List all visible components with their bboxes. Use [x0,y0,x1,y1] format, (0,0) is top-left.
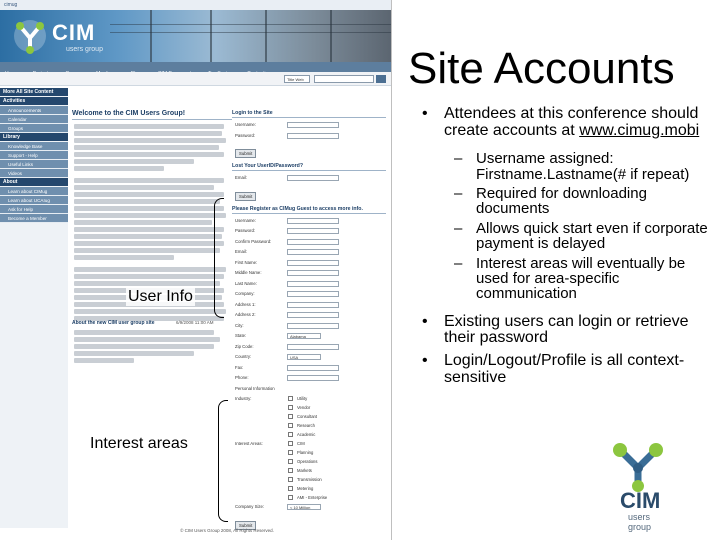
reg-row [232,227,386,238]
country-select[interactable]: USA [287,354,321,360]
cim-users-group-logo [606,440,670,532]
industry-option[interactable] [232,422,386,431]
personal-info-row [232,385,386,396]
option-label: Utility [297,396,308,401]
about-new-date: 6/9/2008 11:00 AM [176,320,214,325]
reg-zip-input[interactable] [287,344,339,350]
welcome-heading: Welcome to the CIM Users Group! [72,110,232,120]
interest-areas-callout: Interest areas [90,435,188,452]
checkbox[interactable] [288,468,293,473]
sub-bullet-text: Username assigned: Firstname.Lastname(# if repeat) [476,150,690,183]
reg-fax-input[interactable] [287,365,339,371]
sidebar-heading[interactable]: More All Site Content [0,88,68,96]
checkbox[interactable] [288,450,293,455]
dash-mark: – [454,219,463,237]
interest-option[interactable] [232,467,386,476]
reg-phone-input[interactable] [287,375,339,381]
option-label: Transmission [297,477,322,482]
welcome-paragraph [72,124,232,171]
reg-label: Phone: [235,375,249,380]
about-new-heading[interactable]: About the new CIM user group site [72,320,155,326]
reg-firstname-input[interactable] [287,260,339,266]
username-label: Username: [235,122,257,127]
tower-icon [265,10,267,62]
checkbox[interactable] [288,486,293,491]
lost-password-heading[interactable]: Lost Your UserID/Password? [232,163,386,171]
dash-mark: – [454,185,463,202]
bullet-dot: • [422,312,428,330]
sidebar-heading: About [0,178,68,186]
username-input[interactable] [287,122,339,128]
tower-icon [210,10,212,62]
checkbox[interactable] [288,441,293,446]
bullet-dot: • [422,352,428,370]
search-bar [0,72,392,86]
logo-text: CIM [52,20,96,45]
reg-row [232,217,386,228]
option-label: Planning [297,450,314,455]
tower-icon [330,10,332,62]
checkbox[interactable] [288,423,293,428]
login-heading: Login to the Site [232,110,386,118]
reg-city-input[interactable] [287,323,339,329]
lost-submit-button[interactable]: Submit [235,192,256,201]
bullet [418,314,718,347]
login-panel [232,110,386,535]
option-label: Consultant [297,414,318,419]
option-label: Markets [297,468,312,473]
reg-label: Confirm Password: [235,238,272,244]
reg-lastname-input[interactable] [287,281,339,287]
reg-row [232,259,386,270]
slide-bullets [418,106,718,398]
checkbox[interactable] [288,459,293,464]
interest-option[interactable] [232,476,386,485]
sidebar-item[interactable]: Learn about UCAIug [0,196,68,205]
reg-row [232,301,386,312]
sidebar-item[interactable]: Useful Links [0,160,68,169]
sub-bullet-text: Interest areas will eventually be used for area-specific communication [476,254,686,303]
sub-bullet [418,256,718,302]
scope-select[interactable]: Title Web [284,75,310,83]
reg-label: Last Name: [235,280,257,286]
sidebar-item[interactable]: Become a Member [0,214,68,223]
site-url: cimug [4,2,18,8]
interest-option[interactable] [232,440,386,449]
reg-row [232,374,386,385]
cim-logo-icon [12,18,48,54]
reg-row [232,322,386,333]
interest-option[interactable] [232,449,386,458]
reg-email-input[interactable] [287,249,339,255]
password-row [232,132,386,143]
register-submit-button[interactable]: Submit [235,521,256,530]
interest-option[interactable] [232,494,386,503]
sub-bullet [418,151,718,182]
reg-label: Zip Code: [235,343,254,349]
reg-label: Fax: [235,364,244,370]
sidebar-item[interactable]: Learn about CIMug [0,187,68,196]
option-label: Academic [297,432,316,437]
dash-mark: – [454,150,463,168]
sidebar-item[interactable]: Announcements [0,106,68,115]
logo-text: CIM [620,488,661,513]
search-input[interactable] [314,75,374,83]
reg-label: Address 1: [235,301,256,307]
reg-row [232,280,386,291]
option-label: CIM [297,441,305,446]
site-logo[interactable] [10,16,105,58]
username-row [232,121,386,132]
sidebar-item[interactable]: Groups [0,124,68,133]
reg-label: Email: [235,249,247,254]
site-banner [0,10,392,62]
reg-address2-input[interactable] [287,312,339,318]
sub-bullet-text: Required for downloading documents [476,185,647,218]
bullet-text: Login/Logout/Profile is all context-sensitive [444,352,685,386]
bullet [418,106,718,139]
reg-password-input[interactable] [287,228,339,234]
sidebar-heading: Activities [0,97,68,105]
option-label: Metering [297,486,314,491]
checkbox[interactable] [288,495,293,500]
cimug-link[interactable]: www.cimug.mobi [579,121,700,139]
bullet [418,353,718,386]
checkbox[interactable] [288,405,293,410]
sidebar-item[interactable]: Videos [0,169,68,178]
reg-address1-input[interactable] [287,302,339,308]
reg-label: Middle Name: [235,270,262,275]
bullet-text: Existing users can login or retrieve their password [444,312,689,347]
reg-row [232,269,386,280]
reg-confirm-input[interactable] [287,239,339,245]
welcome-paragraph [72,178,232,260]
reg-label: Password: [235,228,256,233]
sidebar-item[interactable]: Support - Help [0,151,68,160]
sidebar-item[interactable]: Ask for Help [0,205,68,214]
logo-subtext: users group [628,512,652,532]
sub-bullet-text: Allows quick start even if corporate payment is delayed [476,219,708,253]
industry-option[interactable] [232,404,386,413]
option-label: Operations [297,459,318,464]
reg-label: Address 2: [235,312,256,317]
about-new-site [72,320,222,365]
dash-mark: – [454,254,463,272]
power-line [110,24,392,25]
bullet-text: Attendees at this conference should create accounts at [444,105,699,139]
reg-label: City: [235,322,244,328]
sub-bullet [418,186,718,217]
checkbox[interactable] [288,477,293,482]
reg-label: Username: [235,217,257,223]
option-label: Research [297,423,315,428]
reg-middlename-input[interactable] [287,270,339,276]
email-label: Email: [235,175,247,180]
logo-subtext: users group [66,46,103,53]
reg-row [232,238,386,249]
sidebar-item[interactable]: Knowledge Base [0,142,68,151]
register-heading: Please Register as CIMug Guest to access more info. [232,206,386,214]
sidebar-item[interactable]: Calendar [0,115,68,124]
reg-row [232,248,386,259]
reg-row [232,311,386,322]
checkbox[interactable] [288,396,293,401]
industry-label: Industry: [235,396,252,401]
password-input[interactable] [287,133,339,139]
interest-areas-label: Interest Areas: [235,441,263,446]
industry-option[interactable] [232,431,386,440]
company-size-select[interactable]: < 10 Million [287,504,321,510]
option-label: Vendor [297,405,311,410]
checkbox[interactable] [288,414,293,419]
slide-title: Site Accounts [408,44,675,93]
reg-row [232,343,386,354]
bullet-dot: • [422,105,428,122]
site-nav [0,62,392,72]
reg-label: First Name: [235,259,258,265]
reg-row [232,290,386,301]
email-row [232,174,386,185]
tower-icon [150,10,152,62]
interest-option[interactable] [232,458,386,467]
option-label: AMI - Enterprise [297,495,328,500]
industry-option[interactable] [232,395,386,404]
reg-row [232,332,386,343]
interest-areas-bracket [218,400,228,522]
user-info-bracket [214,198,224,318]
login-submit-button[interactable]: Submit [235,149,256,158]
company-size-label: Company Size: [235,504,265,509]
sidebar-heading: Library [0,133,68,141]
email-input[interactable] [287,175,339,181]
reg-username-input[interactable] [287,218,339,224]
reg-row [232,353,386,364]
reg-label: Country: [235,354,252,359]
user-info-callout: User Info [128,288,193,305]
company-size-row [232,503,386,514]
search-go-button[interactable] [376,75,386,83]
state-select[interactable]: Alabama [287,333,321,339]
checkbox[interactable] [288,432,293,437]
personal-info-label: Personal Information [235,385,275,391]
interest-option[interactable] [232,485,386,494]
reg-row [232,364,386,375]
power-line [110,32,392,33]
reg-label: State: [235,333,247,338]
cim-logo-icon [606,440,670,492]
site-footer: © CIM Users Group 2008, All Rights Reserved. [180,528,274,533]
browser-strip [0,0,392,10]
site-sidebar [0,88,68,528]
reg-label: Company: [235,291,255,296]
reg-company-input[interactable] [287,291,339,297]
industry-option[interactable] [232,413,386,422]
sub-bullet [418,221,718,252]
password-label: Password: [235,132,256,138]
